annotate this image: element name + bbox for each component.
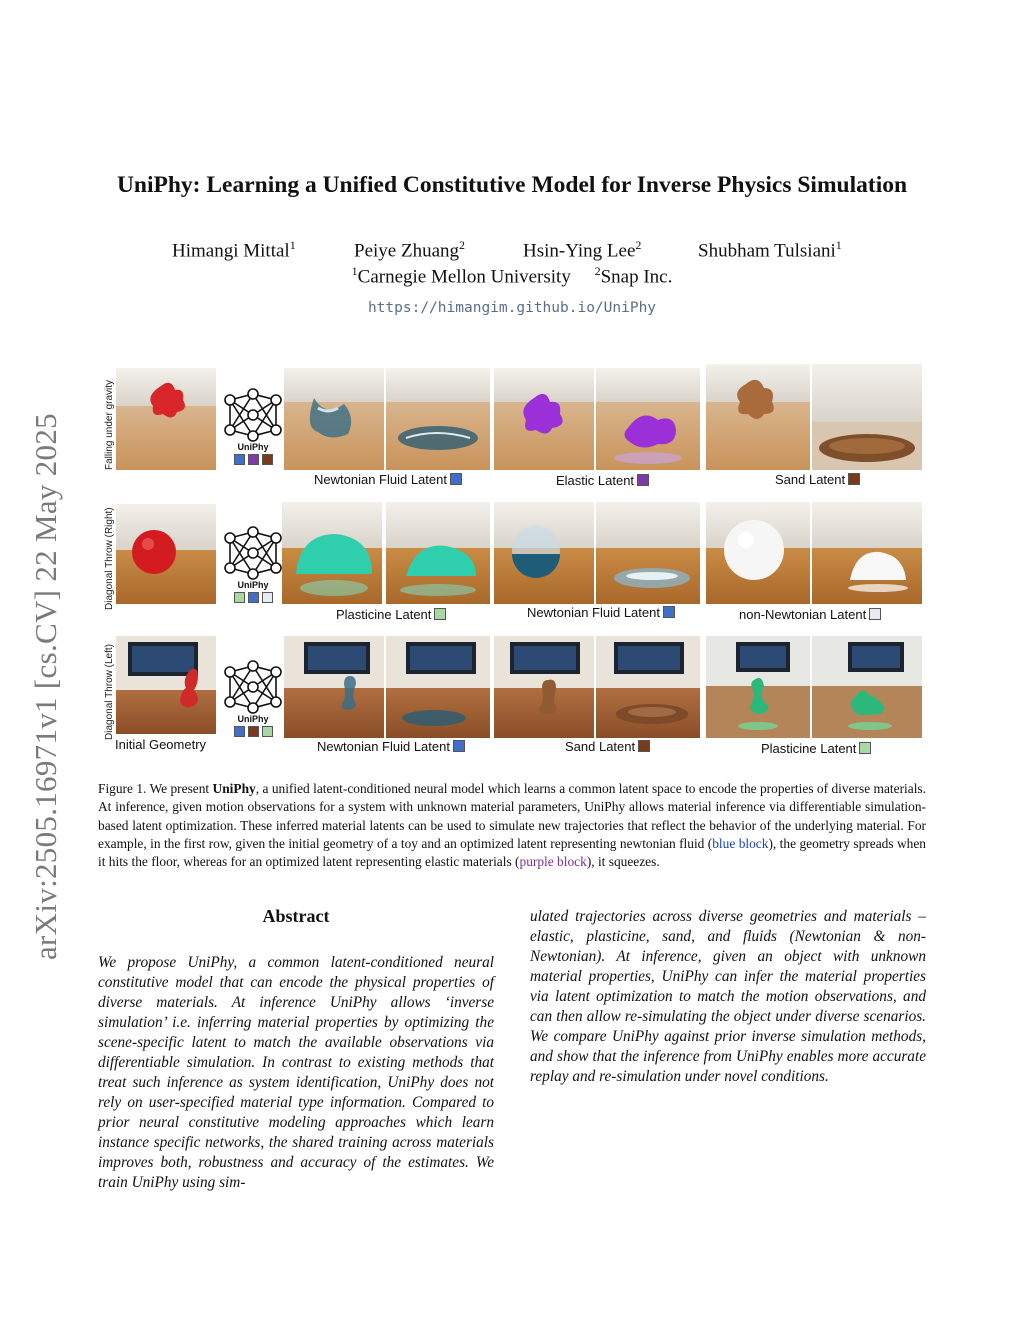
latent-swatch [638, 740, 650, 752]
latent-swatch [663, 606, 675, 618]
latent-swatch [248, 454, 259, 465]
latent-caption: Newtonian Fluid Latent [527, 605, 675, 620]
neural-network-icon [222, 524, 284, 582]
arxiv-stamp: arXiv:2505.16971v1 [cs.CV] 22 May 2025 [28, 413, 63, 960]
figure-caption: Figure 1. We present UniPhy, a unified latent-conditioned neural model which learns a common latent space to encode the properties of diverse materials. At inference, given motion observations for a system with unknown material parameters, UniPhy allows material inference via differentiable simulation-based latent optimization. These inferred material latents can be used to simulate new trajectories that reflect the behavior of the underlying material. For example, in the first row, given the initial geometry of a toy and an optimized latent representing newtonian fluid (blue block), the geometry spreads when it hits the floor, whereas for an optimized latent representing elastic materials (purple block), it squeezes. [98, 781, 926, 870]
latent-swatch [450, 473, 462, 485]
simulation-frame [706, 364, 810, 470]
author: Shubham Tulsiani$^1$ [698, 238, 842, 262]
author: Hsin-Ying Lee$^2$ [523, 238, 642, 262]
input-thumbnail [116, 368, 216, 470]
initial-geometry-label: Initial Geometry [115, 737, 207, 752]
latent-caption: Newtonian Fluid Latent [317, 739, 465, 754]
simulation-frame [494, 368, 594, 470]
neural-network-icon [222, 658, 284, 716]
author: Himangi Mittal$^1$ [172, 238, 296, 262]
uniphy-network [222, 386, 284, 465]
simulation-frame [812, 636, 922, 738]
paper-title: UniPhy: Learning a Unified Constitutive Model for Inverse Physics Simulation [116, 172, 908, 198]
teaser-figure [98, 360, 928, 760]
latent-swatch [637, 474, 649, 486]
blue-block-reference: blue block [712, 835, 769, 851]
row-label: Falling under gravity [104, 379, 115, 470]
simulation-frame [386, 502, 490, 604]
latent-swatch [453, 740, 465, 752]
latent-swatch [848, 473, 860, 485]
latent-swatches [222, 592, 284, 603]
latent-swatch [869, 608, 881, 620]
simulation-frame [284, 368, 384, 470]
author-list [0, 238, 1024, 262]
row-label: Diagonal Throw (Right) [104, 507, 115, 610]
latent-swatch [262, 454, 273, 465]
simulation-frame [494, 502, 594, 604]
latent-caption: Newtonian Fluid Latent [314, 472, 462, 487]
latent-caption: non-Newtonian Latent [739, 607, 881, 622]
simulation-frame [596, 636, 700, 738]
uniphy-network [222, 658, 284, 737]
simulation-frame [706, 502, 810, 604]
latent-caption: Sand Latent [565, 739, 650, 754]
simulation-frame [282, 502, 382, 604]
abstract-left-column: We propose UniPhy, a common latent-conditioned neural constitutive model that can encode the physical properties of diverse materials. At inference UniPhy allows ‘inverse simulation’ i.e. inferring material properties by optimizing the scene-specific latent to match the available observations via differentiable simulation. In contrast to existing methods that treat such inference as system identification, UniPhy does not rely on user-specified material type information. Compared to prior neural constitutive modeling approaches which learn instance specific networks, the shared training across materials improves both, robustness and accuracy of the estimates. We train UniPhy using sim- [98, 954, 494, 1191]
simulation-frame [596, 502, 700, 604]
latent-swatch [234, 726, 245, 737]
latent-swatch [262, 726, 273, 737]
model-label: UniPhy [237, 580, 269, 590]
model-label: UniPhy [237, 714, 269, 724]
latent-caption: Elastic Latent [556, 473, 649, 488]
latent-swatch [234, 592, 245, 603]
simulation-frame [706, 636, 810, 738]
latent-caption: Plasticine Latent [336, 607, 446, 622]
author: Peiye Zhuang$^2$ [354, 238, 466, 262]
purple-block-reference: purple block [519, 854, 587, 870]
simulation-frame [386, 636, 490, 738]
affiliations: $^1$Carnegie Mellon University $^2$Snap Inc. [351, 264, 673, 288]
neural-network-icon [222, 386, 284, 444]
row-label: Diagonal Throw (Left) [104, 644, 115, 740]
model-label: UniPhy [237, 442, 269, 452]
simulation-frame [812, 364, 922, 470]
latent-swatches [222, 726, 284, 737]
latent-swatch [859, 742, 871, 754]
latent-swatches [222, 454, 284, 465]
project-url[interactable]: https://himangim.github.io/UniPhy [367, 300, 657, 316]
latent-swatch [234, 454, 245, 465]
latent-swatch [248, 726, 259, 737]
simulation-frame [494, 636, 594, 738]
simulation-frame [284, 636, 384, 738]
simulation-frame [812, 502, 922, 604]
latent-caption: Plasticine Latent [761, 741, 871, 756]
simulation-frame [596, 368, 700, 470]
latent-swatch [262, 592, 273, 603]
input-thumbnail [116, 636, 216, 734]
abstract-right-column: ulated trajectories across diverse geometries and materials – elastic, plasticine, sand, and fluids (Newtonian & non-Newtonian). At inference, given an object with unknown material properties, UniPhy can infer the material properties via latent optimization to match the motion observations, and can then allow re-simulating the object under diverse scenarios. We compare UniPhy against prior inverse simulation methods, and show that the inference from UniPhy enables more accurate replay and re-simulation under novel conditions. [530, 908, 926, 1085]
latent-swatch [434, 608, 446, 620]
simulation-frame [386, 368, 490, 470]
input-thumbnail [116, 504, 216, 604]
latent-swatch [248, 592, 259, 603]
abstract-heading: Abstract [262, 906, 330, 926]
latent-caption: Sand Latent [775, 472, 860, 487]
uniphy-network [222, 524, 284, 603]
